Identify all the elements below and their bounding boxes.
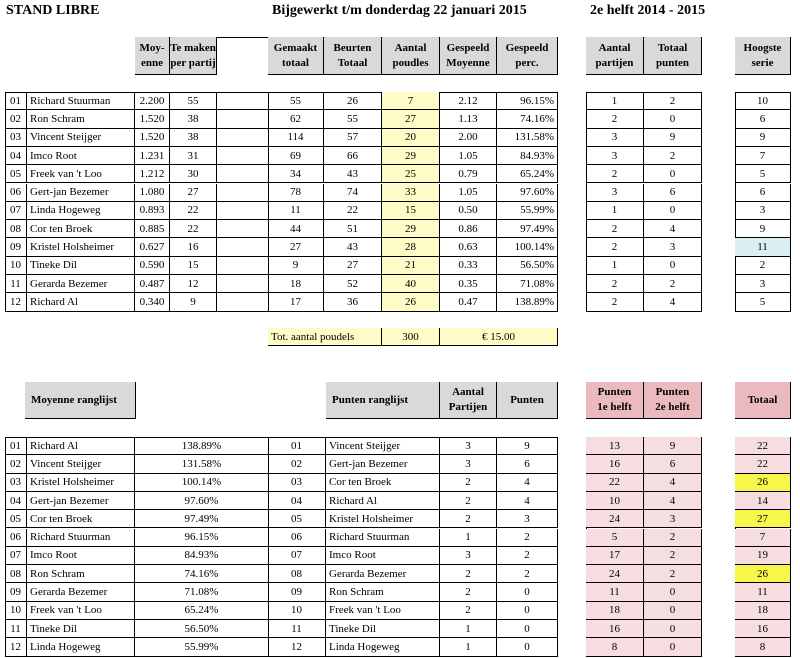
player-gemaakt: 17 <box>268 293 324 311</box>
points-rank-totaal: 22 <box>735 455 791 473</box>
player-name: Gert-jan Bezemer <box>27 184 135 202</box>
moyenne-rank-number: 03 <box>5 474 27 492</box>
player-poudles: 29 <box>382 220 440 238</box>
player-beurten: 22 <box>324 202 382 220</box>
header-partijen: Aantal partijen <box>586 37 644 75</box>
player-te-maken: 15 <box>170 257 217 275</box>
player-moyenne: 0.893 <box>135 202 170 220</box>
moyenne-rank-number: 01 <box>5 437 27 455</box>
player-gemaakt: 114 <box>268 129 324 147</box>
points-rank-number: 03 <box>268 474 326 492</box>
moyenne-rank-perc: 56.50% <box>135 620 269 638</box>
points-rank-1e-helft: 5 <box>586 529 644 547</box>
header-aantal-partijen: Aantal Partijen <box>440 382 497 419</box>
player-hoogste-serie: 3 <box>735 202 791 220</box>
points-rank-number: 08 <box>268 565 326 583</box>
player-poudles: 25 <box>382 165 440 183</box>
player-moyenne: 0.340 <box>135 293 170 311</box>
moyenne-rank-name: Freek van 't Loo <box>27 602 135 620</box>
player-gespeeld-perc: 65.24% <box>497 165 558 183</box>
moyenne-rank-name: Kristel Holsheimer <box>27 474 135 492</box>
points-rank-1e-helft: 17 <box>586 547 644 565</box>
player-hoogste-serie: 9 <box>735 129 791 147</box>
player-gespeeld-moyenne: 1.05 <box>440 147 497 165</box>
player-hoogste-serie: 6 <box>735 110 791 128</box>
player-gespeeld-perc: 56.50% <box>497 257 558 275</box>
points-rank-number: 02 <box>268 455 326 473</box>
page-title: STAND LIBRE <box>6 3 100 18</box>
player-partijen: 2 <box>586 275 644 293</box>
header-poudles: Aantal poudles <box>382 37 440 75</box>
points-rank-punten: 4 <box>497 492 558 510</box>
points-rank-partijen: 3 <box>440 455 497 473</box>
points-rank-2e-helft: 9 <box>644 437 702 455</box>
points-rank-partijen: 1 <box>440 620 497 638</box>
player-punten: 2 <box>644 92 702 110</box>
player-name: Richard Stuurman <box>27 92 135 110</box>
player-hoogste-serie: 11 <box>735 238 791 256</box>
player-name: Vincent Steijger <box>27 129 135 147</box>
moyenne-rank-number: 02 <box>5 455 27 473</box>
player-partijen: 1 <box>586 92 644 110</box>
points-rank-number: 06 <box>268 529 326 547</box>
player-gemaakt: 11 <box>268 202 324 220</box>
player-gemaakt: 55 <box>268 92 324 110</box>
player-number: 07 <box>5 202 27 220</box>
points-rank-punten: 6 <box>497 455 558 473</box>
player-gemaakt: 9 <box>268 257 324 275</box>
player-poudles: 7 <box>382 92 440 110</box>
moyenne-rank-perc: 100.14% <box>135 474 269 492</box>
player-gespeeld-moyenne: 1.05 <box>440 184 497 202</box>
points-rank-1e-helft: 8 <box>586 638 644 656</box>
moyenne-rank-name: Gert-jan Bezemer <box>27 492 135 510</box>
player-gespeeld-perc: 71.08% <box>497 275 558 293</box>
player-gespeeld-perc: 55.99% <box>497 202 558 220</box>
points-rank-punten: 0 <box>497 638 558 656</box>
points-rank-totaal: 14 <box>735 492 791 510</box>
player-gespeeld-perc: 100.14% <box>497 238 558 256</box>
points-rank-2e-helft: 3 <box>644 510 702 528</box>
moyenne-rank-perc: 97.60% <box>135 492 269 510</box>
player-gespeeld-perc: 96.15% <box>497 92 558 110</box>
player-number: 01 <box>5 92 27 110</box>
points-rank-number: 04 <box>268 492 326 510</box>
player-gespeeld-moyenne: 0.47 <box>440 293 497 311</box>
points-rank-1e-helft: 10 <box>586 492 644 510</box>
player-name: Kristel Holsheimer <box>27 238 135 256</box>
moyenne-rank-number: 08 <box>5 565 27 583</box>
player-hoogste-serie: 5 <box>735 293 791 311</box>
player-gespeeld-perc: 84.93% <box>497 147 558 165</box>
moyenne-rank-number: 04 <box>5 492 27 510</box>
total-poudels-label: Tot. aantal poudels <box>268 328 382 346</box>
moyenne-rank-name: Vincent Steijger <box>27 455 135 473</box>
moyenne-rank-name: Gerarda Bezemer <box>27 583 135 601</box>
player-beurten: 57 <box>324 129 382 147</box>
points-rank-1e-helft: 24 <box>586 565 644 583</box>
player-poudles: 27 <box>382 110 440 128</box>
player-moyenne: 0.627 <box>135 238 170 256</box>
moyenne-rank-name: Richard Al <box>27 437 135 455</box>
header-punten-ranglijst: Punten ranglijst <box>326 382 440 419</box>
player-name: Freek van 't Loo <box>27 165 135 183</box>
player-te-maken: 22 <box>170 220 217 238</box>
player-beurten: 52 <box>324 275 382 293</box>
points-rank-name: Richard Stuurman <box>326 529 440 547</box>
player-moyenne: 1.231 <box>135 147 170 165</box>
player-partijen: 2 <box>586 165 644 183</box>
points-rank-2e-helft: 4 <box>644 492 702 510</box>
player-beurten: 51 <box>324 220 382 238</box>
player-punten: 0 <box>644 257 702 275</box>
player-te-maken: 27 <box>170 184 217 202</box>
points-rank-number: 09 <box>268 583 326 601</box>
points-rank-partijen: 1 <box>440 529 497 547</box>
total-poudels-count: 300 <box>382 328 440 346</box>
player-punten: 2 <box>644 275 702 293</box>
points-rank-1e-helft: 13 <box>586 437 644 455</box>
player-partijen: 2 <box>586 293 644 311</box>
moyenne-rank-perc: 84.93% <box>135 547 269 565</box>
points-rank-totaal: 8 <box>735 638 791 656</box>
points-rank-name: Kristel Holsheimer <box>326 510 440 528</box>
points-rank-2e-helft: 2 <box>644 547 702 565</box>
player-gespeeld-moyenne: 0.63 <box>440 238 497 256</box>
player-spacer <box>217 257 269 275</box>
player-hoogste-serie: 3 <box>735 275 791 293</box>
player-beurten: 66 <box>324 147 382 165</box>
player-spacer <box>217 165 269 183</box>
header-gespeeld-perc: Gespeeld perc. <box>497 37 558 75</box>
player-partijen: 1 <box>586 257 644 275</box>
player-punten: 0 <box>644 202 702 220</box>
moyenne-rank-name: Tineke Dil <box>27 620 135 638</box>
player-moyenne: 0.487 <box>135 275 170 293</box>
moyenne-rank-perc: 65.24% <box>135 602 269 620</box>
points-rank-name: Linda Hogeweg <box>326 638 440 656</box>
player-hoogste-serie: 5 <box>735 165 791 183</box>
player-beurten: 43 <box>324 165 382 183</box>
points-rank-punten: 9 <box>497 437 558 455</box>
points-rank-partijen: 2 <box>440 602 497 620</box>
player-punten: 9 <box>644 129 702 147</box>
player-poudles: 21 <box>382 257 440 275</box>
player-name: Linda Hogeweg <box>27 202 135 220</box>
player-gespeeld-moyenne: 1.13 <box>440 110 497 128</box>
player-spacer <box>217 110 269 128</box>
points-rank-punten: 4 <box>497 474 558 492</box>
points-rank-1e-helft: 18 <box>586 602 644 620</box>
player-beurten: 36 <box>324 293 382 311</box>
player-hoogste-serie: 7 <box>735 147 791 165</box>
moyenne-rank-perc: 138.89% <box>135 437 269 455</box>
player-te-maken: 38 <box>170 110 217 128</box>
player-poudles: 28 <box>382 238 440 256</box>
player-moyenne: 1.520 <box>135 110 170 128</box>
player-number: 12 <box>5 293 27 311</box>
points-rank-partijen: 2 <box>440 565 497 583</box>
player-te-maken: 31 <box>170 147 217 165</box>
player-moyenne: 0.590 <box>135 257 170 275</box>
points-rank-totaal: 27 <box>735 510 791 528</box>
player-spacer <box>217 129 269 147</box>
player-partijen: 3 <box>586 147 644 165</box>
header-gespeeld-moyenne: Gespeeld Moyenne <box>440 37 497 75</box>
player-partijen: 1 <box>586 202 644 220</box>
points-rank-number: 01 <box>268 437 326 455</box>
points-rank-number: 11 <box>268 620 326 638</box>
player-gemaakt: 27 <box>268 238 324 256</box>
points-rank-1e-helft: 16 <box>586 620 644 638</box>
player-beurten: 26 <box>324 92 382 110</box>
points-rank-2e-helft: 0 <box>644 583 702 601</box>
points-rank-1e-helft: 22 <box>586 474 644 492</box>
points-rank-2e-helft: 0 <box>644 620 702 638</box>
player-gespeeld-moyenne: 2.12 <box>440 92 497 110</box>
moyenne-rank-perc: 96.15% <box>135 529 269 547</box>
player-poudles: 33 <box>382 184 440 202</box>
player-number: 11 <box>5 275 27 293</box>
player-gespeeld-moyenne: 2.00 <box>440 129 497 147</box>
header-totaal: Totaal <box>735 382 791 419</box>
moyenne-rank-perc: 74.16% <box>135 565 269 583</box>
player-name: Richard Al <box>27 293 135 311</box>
player-te-maken: 38 <box>170 129 217 147</box>
player-name: Imco Root <box>27 147 135 165</box>
player-punten: 4 <box>644 220 702 238</box>
player-moyenne: 1.520 <box>135 129 170 147</box>
player-gemaakt: 34 <box>268 165 324 183</box>
player-spacer <box>217 293 269 311</box>
moyenne-rank-number: 05 <box>5 510 27 528</box>
points-rank-partijen: 3 <box>440 437 497 455</box>
player-gespeeld-perc: 131.58% <box>497 129 558 147</box>
points-rank-punten: 3 <box>497 510 558 528</box>
player-moyenne: 0.885 <box>135 220 170 238</box>
player-hoogste-serie: 2 <box>735 257 791 275</box>
moyenne-rank-number: 06 <box>5 529 27 547</box>
points-rank-2e-helft: 0 <box>644 638 702 656</box>
points-rank-partijen: 3 <box>440 547 497 565</box>
points-rank-totaal: 18 <box>735 602 791 620</box>
moyenne-rank-name: Richard Stuurman <box>27 529 135 547</box>
player-moyenne: 2.200 <box>135 92 170 110</box>
player-number: 05 <box>5 165 27 183</box>
player-number: 03 <box>5 129 27 147</box>
moyenne-rank-name: Ron Schram <box>27 565 135 583</box>
player-hoogste-serie: 9 <box>735 220 791 238</box>
player-te-maken: 9 <box>170 293 217 311</box>
player-gemaakt: 44 <box>268 220 324 238</box>
player-number: 10 <box>5 257 27 275</box>
player-partijen: 2 <box>586 110 644 128</box>
moyenne-rank-number: 09 <box>5 583 27 601</box>
points-rank-name: Cor ten Broek <box>326 474 440 492</box>
player-punten: 0 <box>644 165 702 183</box>
player-partijen: 3 <box>586 129 644 147</box>
player-gemaakt: 18 <box>268 275 324 293</box>
player-gemaakt: 62 <box>268 110 324 128</box>
points-rank-name: Imco Root <box>326 547 440 565</box>
points-rank-punten: 2 <box>497 565 558 583</box>
player-punten: 6 <box>644 184 702 202</box>
player-number: 02 <box>5 110 27 128</box>
player-gespeeld-perc: 138.89% <box>497 293 558 311</box>
player-number: 09 <box>5 238 27 256</box>
header-te-maken: Te maken per partij <box>170 37 217 75</box>
player-punten: 0 <box>644 110 702 128</box>
player-name: Gerarda Bezemer <box>27 275 135 293</box>
player-gespeeld-moyenne: 0.35 <box>440 275 497 293</box>
header-moyenne: Moy- enne <box>135 37 170 75</box>
player-te-maken: 16 <box>170 238 217 256</box>
header-punten-2e-helft: Punten 2e helft <box>644 382 702 419</box>
points-rank-name: Vincent Steijger <box>326 437 440 455</box>
points-rank-2e-helft: 6 <box>644 455 702 473</box>
points-rank-totaal: 22 <box>735 437 791 455</box>
player-partijen: 2 <box>586 238 644 256</box>
player-beurten: 74 <box>324 184 382 202</box>
player-poudles: 20 <box>382 129 440 147</box>
points-rank-totaal: 26 <box>735 474 791 492</box>
moyenne-rank-number: 10 <box>5 602 27 620</box>
moyenne-rank-number: 07 <box>5 547 27 565</box>
moyenne-rank-number: 12 <box>5 638 27 656</box>
points-rank-number: 12 <box>268 638 326 656</box>
moyenne-rank-perc: 131.58% <box>135 455 269 473</box>
player-spacer <box>217 238 269 256</box>
points-rank-number: 05 <box>268 510 326 528</box>
points-rank-2e-helft: 2 <box>644 565 702 583</box>
player-spacer <box>217 92 269 110</box>
player-gespeeld-moyenne: 0.50 <box>440 202 497 220</box>
points-rank-1e-helft: 16 <box>586 455 644 473</box>
player-partijen: 3 <box>586 184 644 202</box>
moyenne-rank-name: Linda Hogeweg <box>27 638 135 656</box>
points-rank-partijen: 1 <box>440 638 497 656</box>
player-hoogste-serie: 6 <box>735 184 791 202</box>
player-poudles: 40 <box>382 275 440 293</box>
player-te-maken: 30 <box>170 165 217 183</box>
player-number: 06 <box>5 184 27 202</box>
player-name: Tineke Dil <box>27 257 135 275</box>
points-rank-partijen: 2 <box>440 474 497 492</box>
points-rank-number: 10 <box>268 602 326 620</box>
points-rank-name: Freek van 't Loo <box>326 602 440 620</box>
player-poudles: 26 <box>382 293 440 311</box>
total-poudels-amount: € 15.00 <box>440 328 558 346</box>
points-rank-partijen: 2 <box>440 510 497 528</box>
player-te-maken: 22 <box>170 202 217 220</box>
player-spacer <box>217 275 269 293</box>
player-partijen: 2 <box>586 220 644 238</box>
points-rank-punten: 0 <box>497 620 558 638</box>
player-gemaakt: 69 <box>268 147 324 165</box>
points-rank-totaal: 26 <box>735 565 791 583</box>
points-rank-punten: 2 <box>497 529 558 547</box>
player-punten: 4 <box>644 293 702 311</box>
points-rank-totaal: 16 <box>735 620 791 638</box>
points-rank-punten: 0 <box>497 583 558 601</box>
updated-date: Bijgewerkt t/m donderdag 22 januari 2015 <box>272 3 527 18</box>
header-totaal-punten: Totaal punten <box>644 37 702 75</box>
points-rank-name: Tineke Dil <box>326 620 440 638</box>
player-gespeeld-perc: 97.49% <box>497 220 558 238</box>
player-number: 08 <box>5 220 27 238</box>
player-te-maken: 55 <box>170 92 217 110</box>
player-gespeeld-perc: 97.60% <box>497 184 558 202</box>
player-te-maken: 12 <box>170 275 217 293</box>
moyenne-rank-perc: 71.08% <box>135 583 269 601</box>
points-rank-1e-helft: 11 <box>586 583 644 601</box>
points-rank-2e-helft: 2 <box>644 529 702 547</box>
player-gespeeld-moyenne: 0.79 <box>440 165 497 183</box>
player-spacer <box>217 184 269 202</box>
points-rank-partijen: 2 <box>440 583 497 601</box>
points-rank-name: Richard Al <box>326 492 440 510</box>
header-moyenne-ranglijst: Moyenne ranglijst <box>25 382 136 419</box>
player-punten: 2 <box>644 147 702 165</box>
points-rank-1e-helft: 24 <box>586 510 644 528</box>
player-gemaakt: 78 <box>268 184 324 202</box>
moyenne-rank-perc: 97.49% <box>135 510 269 528</box>
points-rank-number: 07 <box>268 547 326 565</box>
player-name: Cor ten Broek <box>27 220 135 238</box>
points-rank-name: Gerarda Bezemer <box>326 565 440 583</box>
player-spacer <box>217 202 269 220</box>
player-punten: 3 <box>644 238 702 256</box>
player-gespeeld-perc: 74.16% <box>497 110 558 128</box>
player-poudles: 15 <box>382 202 440 220</box>
moyenne-rank-number: 11 <box>5 620 27 638</box>
player-moyenne: 1.080 <box>135 184 170 202</box>
player-beurten: 55 <box>324 110 382 128</box>
player-gespeeld-moyenne: 0.33 <box>440 257 497 275</box>
header-hoogste-serie: Hoogste serie <box>735 37 791 75</box>
header-punten: Punten <box>497 382 558 419</box>
player-moyenne: 1.212 <box>135 165 170 183</box>
player-gespeeld-moyenne: 0.86 <box>440 220 497 238</box>
points-rank-punten: 2 <box>497 547 558 565</box>
moyenne-rank-name: Cor ten Broek <box>27 510 135 528</box>
player-poudles: 29 <box>382 147 440 165</box>
points-rank-partijen: 2 <box>440 492 497 510</box>
player-beurten: 27 <box>324 257 382 275</box>
player-spacer <box>217 147 269 165</box>
player-spacer <box>217 220 269 238</box>
points-rank-punten: 0 <box>497 602 558 620</box>
points-rank-name: Gert-jan Bezemer <box>326 455 440 473</box>
moyenne-rank-perc: 55.99% <box>135 638 269 656</box>
points-rank-totaal: 19 <box>735 547 791 565</box>
points-rank-name: Ron Schram <box>326 583 440 601</box>
player-name: Ron Schram <box>27 110 135 128</box>
points-rank-2e-helft: 0 <box>644 602 702 620</box>
points-rank-totaal: 7 <box>735 529 791 547</box>
moyenne-rank-name: Imco Root <box>27 547 135 565</box>
season-label: 2e helft 2014 - 2015 <box>590 3 706 18</box>
player-beurten: 43 <box>324 238 382 256</box>
player-number: 04 <box>5 147 27 165</box>
header-gemaakt: Gemaakt totaal <box>268 37 324 75</box>
points-rank-totaal: 11 <box>735 583 791 601</box>
points-rank-2e-helft: 4 <box>644 474 702 492</box>
header-punten-1e-helft: Punten 1e helft <box>586 382 644 419</box>
player-hoogste-serie: 10 <box>735 92 791 110</box>
header-beurten: Beurten Totaal <box>324 37 382 75</box>
